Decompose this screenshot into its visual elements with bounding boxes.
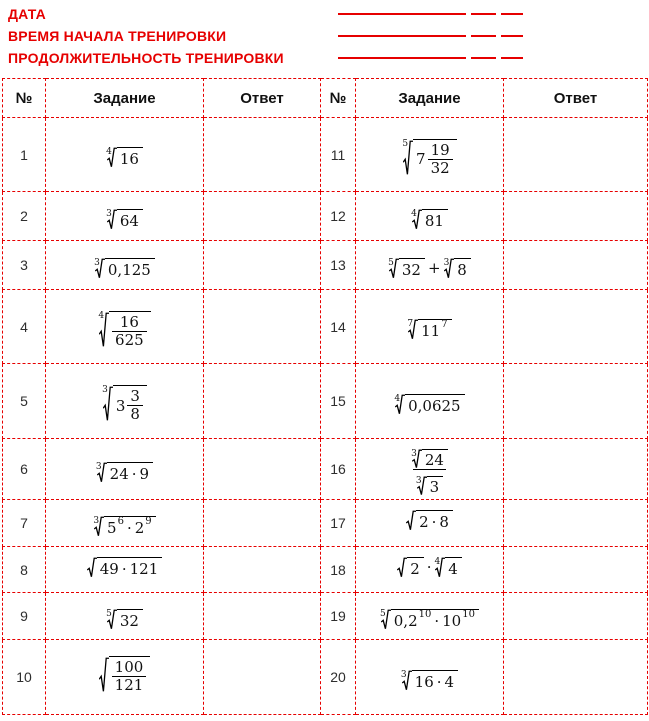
power-group (134, 515, 152, 537)
col-header-number-left: № (3, 79, 46, 118)
operator: · (126, 518, 132, 537)
denominator (413, 469, 446, 496)
operator: · (426, 558, 432, 576)
radicand (113, 385, 147, 423)
task-cell (46, 364, 204, 439)
task-number: 8 (3, 547, 46, 593)
math-expression (98, 311, 150, 349)
number-text: 5 (107, 518, 117, 537)
task-number: 7 (3, 500, 46, 547)
task-cell (46, 241, 204, 290)
answer-cell[interactable] (504, 364, 648, 439)
number-text: 24 (424, 450, 444, 469)
number-text: 0,125 (107, 260, 151, 279)
number-text: 2 (419, 513, 429, 531)
number-text: 0,0625 (408, 396, 461, 415)
radicand (399, 258, 425, 279)
radicand (407, 557, 424, 578)
power-group (393, 608, 432, 630)
answer-cell[interactable] (504, 640, 648, 715)
task-cell (46, 290, 204, 364)
task-cell (356, 500, 504, 547)
math-expression (408, 443, 451, 496)
worksheet-header (8, 3, 649, 69)
task-cell (356, 192, 504, 241)
root-index: 4 (394, 393, 401, 404)
task-row (3, 640, 648, 715)
answer-cell[interactable] (504, 241, 648, 290)
task-cell (356, 118, 504, 192)
task-cell (46, 593, 204, 640)
number-text: 625 (115, 330, 144, 349)
root-index: 3 (94, 257, 100, 268)
task-row (3, 118, 648, 192)
root-index: 3 (415, 475, 422, 486)
radicand (445, 557, 462, 578)
field-row-start-time (8, 25, 649, 47)
task-row (3, 439, 648, 500)
number-text: 32 (119, 611, 139, 630)
math-expression (407, 319, 451, 340)
number-text: 81 (424, 211, 444, 230)
field-label-date: ДАТА (8, 6, 46, 22)
answer-cell[interactable] (504, 500, 648, 547)
tasks-table-wrap (2, 78, 648, 715)
nth-root (99, 656, 151, 694)
exponent: 7 (441, 319, 448, 330)
answer-cell[interactable] (504, 192, 648, 241)
task-row (3, 290, 648, 364)
numerator: 3 (130, 387, 140, 406)
task-number: 4 (3, 290, 46, 364)
task-cell (356, 364, 504, 439)
task-row (3, 547, 648, 593)
field-row-date (8, 3, 649, 25)
exponent: 10 (462, 608, 475, 620)
radicand (454, 258, 471, 279)
line-segment (338, 13, 466, 15)
numerator (112, 659, 147, 676)
answer-cell[interactable] (204, 640, 321, 715)
fraction (408, 443, 451, 496)
task-cell (356, 290, 504, 364)
fraction (127, 388, 143, 423)
radicand (104, 516, 156, 537)
col-header-task-left: Задание (46, 79, 204, 118)
line-segment (338, 57, 466, 59)
radicand (105, 258, 155, 279)
operator: · (131, 464, 137, 483)
root-index: 3 (106, 208, 112, 219)
task-row (3, 593, 648, 640)
answer-cell[interactable] (204, 500, 321, 547)
col-header-number-right: № (321, 79, 356, 118)
number-text: 0,2 (393, 611, 418, 630)
radicand (418, 319, 451, 340)
col-header-answer-right: Ответ (504, 79, 648, 118)
math-expression (96, 462, 153, 483)
radicand (422, 209, 448, 230)
task-cell (46, 439, 204, 500)
math-expression (401, 670, 458, 691)
nth-root (407, 319, 451, 340)
task-number: 20 (321, 640, 356, 715)
answer-cell[interactable] (504, 118, 648, 192)
math-expression (106, 609, 143, 630)
task-cell (356, 241, 504, 290)
field-row-duration (8, 47, 649, 69)
nth-root (406, 510, 453, 531)
radicand (413, 139, 457, 177)
radicand (117, 609, 143, 630)
nth-root (98, 311, 150, 349)
answer-cell[interactable] (204, 439, 321, 500)
nth-root (106, 609, 143, 630)
number-text: 16 (119, 312, 139, 331)
radical-sign (87, 557, 97, 578)
line-segment (501, 35, 523, 37)
task-number: 18 (321, 547, 356, 593)
task-number: 6 (3, 439, 46, 500)
operator: · (436, 672, 442, 691)
line-segment (471, 57, 496, 59)
denominator: 8 (127, 405, 143, 423)
number-text: 4 (444, 672, 455, 691)
mixed-number (416, 142, 453, 177)
line-segment (471, 13, 496, 15)
task-number: 13 (321, 241, 356, 290)
task-cell (46, 118, 204, 192)
line-segment (501, 13, 523, 15)
root-index: 5 (380, 608, 386, 619)
task-row (3, 364, 648, 439)
col-header-task-right: Задание (356, 79, 504, 118)
radical-sign (406, 510, 416, 531)
root-index: 4 (434, 556, 441, 567)
radicand (109, 311, 151, 349)
task-number: 2 (3, 192, 46, 241)
nth-root (444, 258, 471, 279)
math-expression (406, 510, 453, 531)
table-header-row (3, 79, 648, 118)
root-index: 4 (411, 208, 417, 219)
nth-root (401, 670, 458, 691)
date-blank-line[interactable] (338, 13, 523, 15)
root-index: 7 (407, 319, 414, 329)
number-text: 4 (448, 559, 458, 578)
number-text: 10 (442, 611, 462, 630)
task-number: 19 (321, 593, 356, 640)
radical-sign (99, 656, 109, 694)
task-row (3, 241, 648, 290)
task-number: 12 (321, 192, 356, 241)
whole-part: 7 (416, 150, 426, 168)
number-text: 16 (414, 672, 434, 691)
number-text: 8 (439, 513, 449, 531)
whole-part: 3 (115, 396, 126, 415)
task-number: 10 (3, 640, 46, 715)
number-text: 64 (119, 211, 139, 230)
number-text: 121 (114, 675, 144, 694)
nth-root (94, 258, 155, 279)
mixed-number (116, 388, 143, 423)
root-index: 3 (443, 257, 450, 268)
power-group (421, 319, 448, 340)
answer-cell[interactable] (504, 290, 648, 364)
root-index: 3 (95, 461, 102, 472)
answer-cell[interactable] (204, 547, 321, 593)
root-index: 5 (106, 608, 112, 619)
power-group (442, 608, 475, 630)
nth-root (96, 462, 153, 483)
denominator (112, 676, 147, 694)
radicand (416, 510, 453, 531)
radical-sign (397, 557, 407, 578)
task-number: 11 (321, 118, 356, 192)
root-index: 4 (98, 310, 105, 321)
nth-root (397, 557, 424, 578)
radicand (405, 394, 465, 415)
task-cell (356, 439, 504, 500)
math-expression (380, 609, 479, 630)
fraction (428, 142, 453, 177)
radicand (97, 557, 163, 578)
answer-cell[interactable] (204, 593, 321, 640)
task-cell (356, 593, 504, 640)
numerator: 19 (430, 140, 450, 159)
line-segment (501, 57, 523, 59)
number-text: 32 (401, 260, 421, 279)
math-expression (388, 258, 471, 279)
task-cell (356, 640, 504, 715)
radicand (117, 147, 143, 168)
task-number: 1 (3, 118, 46, 192)
answer-cell[interactable] (204, 290, 321, 364)
nth-root (102, 385, 147, 423)
number-text: 100 (114, 657, 144, 676)
line-segment (338, 35, 466, 37)
task-cell (46, 192, 204, 241)
math-expression (106, 147, 143, 168)
root-index: 3 (93, 515, 100, 526)
nth-root (394, 394, 464, 415)
task-cell (46, 640, 204, 715)
root-index: 3 (411, 448, 417, 459)
nth-root (435, 557, 462, 578)
math-expression (397, 557, 462, 578)
math-expression (87, 557, 163, 578)
nth-root (380, 609, 479, 630)
operator: · (434, 611, 440, 630)
col-header-answer-left: Ответ (204, 79, 321, 118)
nth-root (411, 209, 448, 230)
math-expression (102, 385, 147, 423)
math-expression (402, 139, 456, 177)
radicand (107, 462, 153, 483)
root-index: 5 (388, 257, 394, 268)
radicand (412, 670, 458, 691)
task-number: 15 (321, 364, 356, 439)
math-expression (94, 258, 155, 279)
radicand (422, 449, 448, 469)
exponent: 10 (418, 608, 432, 620)
answer-cell[interactable] (204, 192, 321, 241)
root-index: 5 (402, 138, 409, 149)
denominator: 32 (428, 159, 453, 177)
task-number: 16 (321, 439, 356, 500)
operator: + (427, 259, 441, 277)
number-text: 2 (410, 559, 420, 578)
answer-cell[interactable] (504, 547, 648, 593)
operator: · (431, 513, 437, 531)
denominator (112, 331, 147, 349)
task-row (3, 500, 648, 547)
root-index: 3 (102, 385, 108, 396)
operator: · (121, 559, 127, 578)
root-index: 4 (106, 147, 112, 157)
answer-cell[interactable] (204, 118, 321, 192)
answer-cell[interactable] (504, 439, 648, 500)
duration-blank-line[interactable] (338, 57, 523, 59)
task-number: 14 (321, 290, 356, 364)
radicand (109, 656, 151, 694)
number-text: 11 (421, 322, 441, 340)
nth-root (87, 557, 163, 578)
nth-root (402, 139, 456, 177)
task-number: 9 (3, 593, 46, 640)
nth-root (416, 476, 443, 496)
math-expression (99, 656, 151, 694)
number-text: 9 (139, 464, 150, 483)
radicand (391, 609, 479, 630)
numerator (117, 314, 142, 331)
field-label-duration: ПРОДОЛЖИТЕЛЬНОСТЬ ТРЕНИРОВКИ (8, 50, 284, 66)
numerator (408, 443, 451, 469)
answer-cell[interactable] (204, 364, 321, 439)
task-number: 5 (3, 364, 46, 439)
fraction (112, 314, 147, 349)
line-segment (471, 35, 496, 37)
task-row (3, 192, 648, 241)
tasks-table (2, 78, 648, 715)
nth-root (388, 258, 425, 279)
number-text: 121 (129, 559, 159, 578)
task-cell (46, 547, 204, 593)
nth-root (106, 209, 143, 230)
exponent: 6 (117, 515, 124, 527)
number-text: 3 (429, 477, 440, 496)
math-expression (106, 209, 143, 230)
task-number: 17 (321, 500, 356, 547)
number-text: 49 (99, 559, 119, 578)
exponent: 9 (145, 515, 152, 527)
power-group (107, 515, 124, 537)
answer-cell[interactable] (204, 241, 321, 290)
task-number: 3 (3, 241, 46, 290)
number-text: 16 (119, 150, 139, 168)
number-text: 8 (457, 260, 467, 279)
number-text: 2 (134, 518, 145, 537)
fraction (112, 659, 147, 694)
math-expression (411, 209, 448, 230)
math-expression (394, 394, 464, 415)
task-cell (46, 500, 204, 547)
answer-cell[interactable] (504, 593, 648, 640)
root-index: 3 (400, 669, 407, 680)
nth-root (93, 516, 155, 537)
radicand (427, 476, 444, 496)
task-cell (356, 547, 504, 593)
nth-root (106, 147, 143, 168)
nth-root (411, 449, 448, 469)
number-text: 24 (109, 464, 129, 483)
radicand (117, 209, 143, 230)
start-time-blank-line[interactable] (338, 35, 523, 37)
field-label-start-time: ВРЕМЯ НАЧАЛА ТРЕНИРОВКИ (8, 28, 227, 44)
math-expression (93, 516, 155, 537)
